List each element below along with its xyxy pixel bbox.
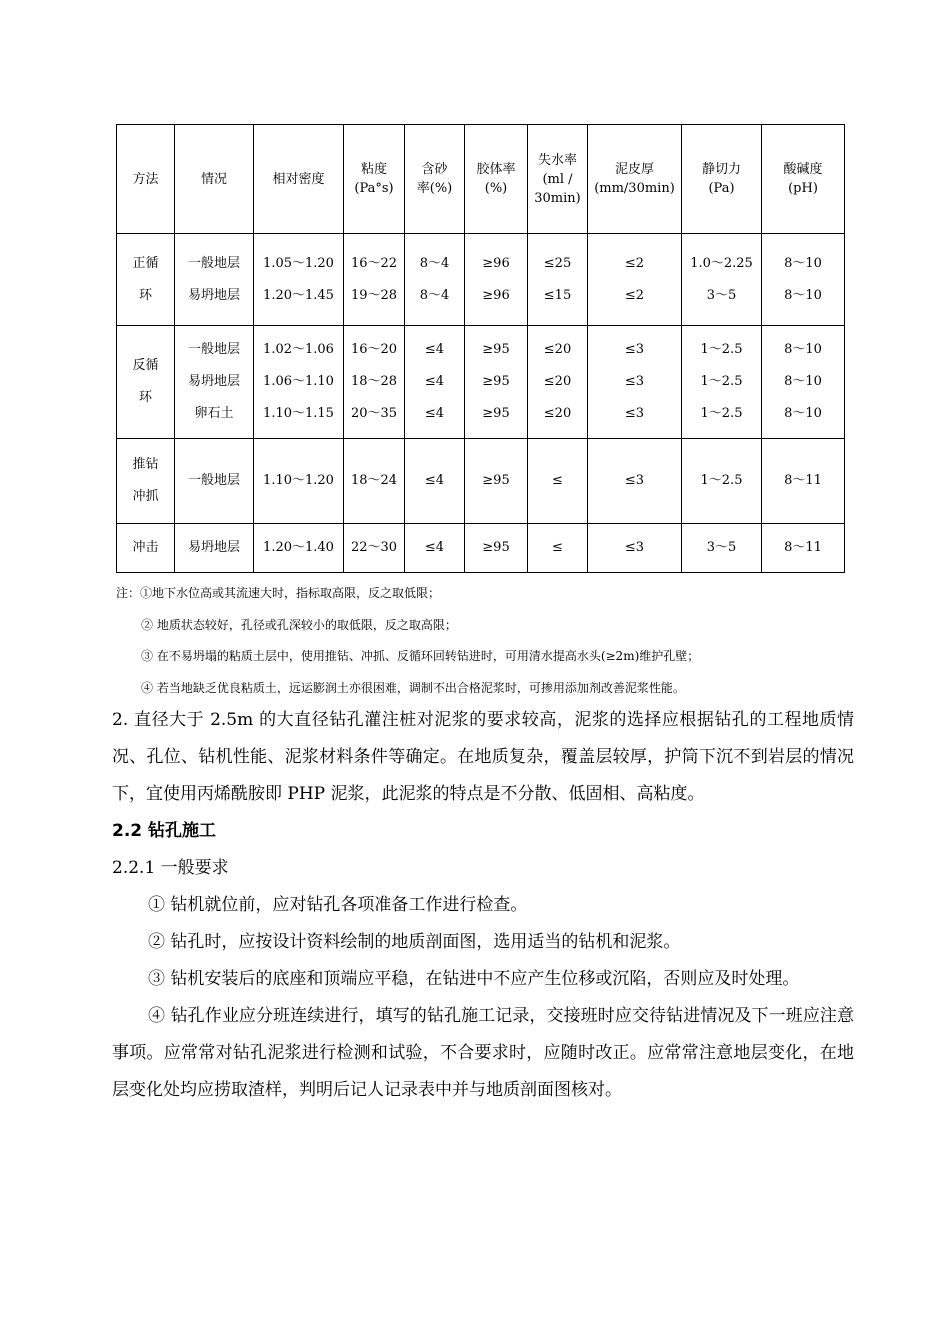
cell-line: ≤3 bbox=[624, 342, 645, 357]
column-header-line: 粘度 bbox=[360, 162, 387, 177]
table-row bbox=[117, 234, 845, 326]
table-cell bbox=[682, 326, 762, 439]
column-header-line: (%) bbox=[484, 181, 508, 196]
table-cell bbox=[254, 234, 344, 326]
cell-line: ≥95 bbox=[482, 540, 510, 555]
table-cell bbox=[254, 439, 344, 524]
table-row bbox=[117, 524, 845, 573]
method-cell bbox=[117, 439, 175, 524]
cell-line: ≤4 bbox=[424, 374, 445, 389]
cell-line: 一般地层 bbox=[187, 473, 240, 488]
cell-line: 18～24 bbox=[350, 473, 398, 488]
list-item: ③ 钻机安装后的底座和顶端应平稳，在钻进中不应产生位移或沉陷，否则应及时处理。 bbox=[148, 969, 800, 989]
cell-line: ≤3 bbox=[624, 540, 645, 555]
cell-line: ≤2 bbox=[624, 255, 645, 271]
cell-line: 一般地层 bbox=[187, 342, 240, 357]
column-header bbox=[344, 125, 405, 234]
table-cell bbox=[528, 439, 588, 524]
column-header bbox=[528, 125, 588, 234]
cell-line: ≥95 bbox=[482, 473, 510, 488]
table-cell bbox=[588, 524, 682, 573]
column-header bbox=[117, 125, 175, 234]
column-header-line: 率(%) bbox=[416, 181, 453, 196]
table-cell bbox=[762, 439, 845, 524]
table-cell bbox=[588, 439, 682, 524]
list-item: ④ 钻孔作业应分班连续进行，填写的钻孔施工记录，交接班时应交待钻进情况及下一班应注意事项。应常常对钻孔泥浆进行检测和试验，不合要求时，应随时改正。应常常注意地层变化，在地层变化处均应捞取渣样，判明后记人记录表中并与地质剖面图核对。 bbox=[112, 1006, 854, 1100]
cell-line: 16～22 bbox=[350, 255, 398, 271]
cell-line: 1.05～1.20 bbox=[263, 255, 334, 271]
column-header bbox=[175, 125, 254, 234]
cell-line: ≤20 bbox=[543, 374, 572, 389]
table-cell bbox=[762, 326, 845, 439]
column-header bbox=[762, 125, 845, 234]
cell-line: 一般地层 bbox=[187, 255, 240, 271]
cell-line: 卵石土 bbox=[194, 406, 234, 421]
table-cell bbox=[762, 234, 845, 326]
table-cell bbox=[344, 524, 405, 573]
method-line: 推钻 bbox=[132, 457, 159, 472]
table-cell bbox=[682, 234, 762, 326]
column-header bbox=[405, 125, 465, 234]
cell-line: 1.02～1.06 bbox=[263, 342, 334, 357]
table-cell bbox=[465, 524, 528, 573]
cell-line: ≤20 bbox=[543, 342, 572, 357]
cell-line: ≤3 bbox=[624, 374, 645, 389]
cell-line: ≤3 bbox=[624, 473, 645, 488]
cell-line: 20～35 bbox=[350, 406, 398, 421]
list-item: ② 钻孔时，应按设计资料绘制的地质剖面图，选用适当的钻机和泥浆。 bbox=[148, 932, 681, 952]
cell-line: 易坍地层 bbox=[187, 287, 240, 303]
cell-line: 19～28 bbox=[350, 287, 398, 303]
cell-line: 1.10～1.20 bbox=[263, 473, 334, 488]
cell-line: 1.20～1.45 bbox=[263, 287, 334, 303]
mud-performance-table bbox=[116, 124, 845, 573]
column-header-line: 胶体率 bbox=[476, 162, 516, 177]
note-4: ④ 若当地缺乏优良粘质土，远运膨润土亦很困难，调制不出合格泥浆时，可掺用添加剂改善泥浆性能。 bbox=[141, 680, 685, 695]
list-item: ① 钻机就位前，应对钻孔各项准备工作进行检查。 bbox=[148, 895, 528, 915]
cell-line: ≤4 bbox=[424, 406, 445, 421]
cell-line: 1.20～1.40 bbox=[263, 540, 334, 555]
cell-line: 易坍地层 bbox=[187, 374, 240, 389]
column-header bbox=[588, 125, 682, 234]
cell-line: 1～2.5 bbox=[700, 342, 743, 357]
column-header-line: 静切力 bbox=[701, 162, 741, 177]
cell-line: ≥95 bbox=[482, 374, 510, 389]
table-cell bbox=[682, 524, 762, 573]
note-2: ② 地质状态较好，孔径或孔深较小的取低限，反之取高限； bbox=[141, 617, 457, 632]
column-header bbox=[465, 125, 528, 234]
cell-line: ≥95 bbox=[482, 342, 510, 357]
table-cell bbox=[528, 234, 588, 326]
method-line: 冲击 bbox=[132, 540, 159, 555]
cell-line: ≥96 bbox=[482, 255, 510, 271]
column-header-line: 失水率 bbox=[537, 152, 577, 168]
table-row bbox=[117, 326, 845, 439]
table-cell bbox=[405, 234, 465, 326]
table-cell bbox=[254, 524, 344, 573]
table-cell bbox=[682, 439, 762, 524]
cell-line: 3～5 bbox=[706, 287, 737, 303]
cell-line: ≥96 bbox=[482, 287, 510, 303]
note-1: 注：①地下水位高或其流速大时，指标取高限，反之取低限； bbox=[116, 586, 441, 600]
cell-line: 8～10 bbox=[784, 287, 822, 303]
column-header-line: 情况 bbox=[200, 171, 227, 187]
table-header-row bbox=[117, 125, 845, 234]
table-cell bbox=[528, 326, 588, 439]
column-header bbox=[254, 125, 344, 234]
table-cell bbox=[175, 524, 254, 573]
method-line: 环 bbox=[138, 287, 152, 303]
cell-line: ≤4 bbox=[424, 342, 445, 357]
cell-line: 8～4 bbox=[419, 287, 450, 303]
cell-line: 8～4 bbox=[419, 255, 450, 271]
table-cell bbox=[528, 524, 588, 573]
table-cell bbox=[465, 326, 528, 439]
cell-line: 1～2.5 bbox=[700, 406, 743, 421]
table-row bbox=[117, 439, 845, 524]
table-cell bbox=[344, 439, 405, 524]
note-3: ③ 在不易坍塌的粘质土层中，使用推钻、冲抓、反循环回转钻进时，可用清水提高水头(≥2m)维护孔壁； bbox=[141, 649, 700, 663]
column-header-line: (mm/30min) bbox=[594, 181, 675, 196]
cell-line: 1.10～1.15 bbox=[263, 406, 334, 421]
table-cell bbox=[465, 439, 528, 524]
column-header bbox=[682, 125, 762, 234]
column-header-line: (Pa°s) bbox=[354, 181, 394, 196]
method-line: 冲抓 bbox=[132, 489, 159, 504]
table-cell bbox=[465, 234, 528, 326]
column-header-line: 方法 bbox=[132, 171, 159, 187]
column-header-line: 30min) bbox=[534, 190, 581, 206]
cell-line: ≤4 bbox=[424, 473, 445, 488]
table-notes bbox=[116, 578, 846, 704]
paragraph-2: 2. 直径大于 2.5m 的大直径钻孔灌注桩对泥浆的要求较高，泥浆的选择应根据钻孔的工程地质情况、孔位、钻机性能、泥浆材料条件等确定。在地质复杂，覆盖层较厚，护筒下沉不到岩层的情况下，宜使用丙烯酰胺即 PHP 泥浆，此泥浆的特点是不分散、低固相、高粘度。 bbox=[112, 710, 854, 804]
cell-line: ≤15 bbox=[543, 287, 572, 303]
cell-line: ≤ bbox=[552, 473, 563, 488]
cell-line: 8～10 bbox=[784, 406, 822, 421]
cell-line: ≤2 bbox=[624, 287, 645, 303]
cell-line: 1～2.5 bbox=[700, 473, 743, 488]
subsection-heading: 2.2.1 一般要求 bbox=[112, 858, 229, 878]
cell-line: ≤3 bbox=[624, 406, 645, 421]
column-header-line: (ml / bbox=[542, 171, 573, 187]
cell-line: 18～28 bbox=[350, 374, 398, 389]
table-cell bbox=[175, 439, 254, 524]
table-cell bbox=[588, 234, 682, 326]
table-cell bbox=[588, 326, 682, 439]
method-cell bbox=[117, 234, 175, 326]
cell-line: 8～10 bbox=[784, 374, 822, 389]
cell-line: 8～11 bbox=[784, 540, 822, 555]
table-cell bbox=[344, 326, 405, 439]
cell-line: 1.0～2.25 bbox=[690, 255, 753, 271]
column-header-line: 相对密度 bbox=[272, 171, 325, 187]
cell-line: 1.06～1.10 bbox=[263, 374, 334, 389]
table-cell bbox=[762, 524, 845, 573]
cell-line: ≥95 bbox=[482, 406, 510, 421]
cell-line: 8～10 bbox=[784, 342, 822, 357]
table-cell bbox=[405, 524, 465, 573]
cell-line: 易坍地层 bbox=[187, 540, 240, 555]
cell-line: 22～30 bbox=[350, 540, 398, 555]
column-header-line: 含砂 bbox=[421, 162, 448, 177]
cell-line: ≤20 bbox=[543, 406, 572, 421]
column-header-line: 泥皮厚 bbox=[614, 162, 654, 177]
method-line: 正循 bbox=[132, 255, 159, 271]
method-cell bbox=[117, 524, 175, 573]
method-line: 反循 bbox=[132, 358, 159, 373]
cell-line: 8～10 bbox=[784, 255, 822, 271]
cell-line: 1～2.5 bbox=[700, 374, 743, 389]
cell-line: 16～20 bbox=[350, 342, 398, 357]
cell-line: ≤ bbox=[552, 540, 563, 555]
table-cell bbox=[175, 234, 254, 326]
table-cell bbox=[405, 439, 465, 524]
section-heading: 2.2 钻孔施工 bbox=[112, 821, 217, 841]
table-cell bbox=[344, 234, 405, 326]
cell-line: 3～5 bbox=[706, 540, 737, 555]
column-header-line: (Pa) bbox=[708, 181, 735, 196]
method-line: 环 bbox=[138, 390, 152, 405]
column-header-line: 酸碱度 bbox=[783, 162, 823, 177]
method-cell bbox=[117, 326, 175, 439]
column-header-line: (pH) bbox=[788, 181, 818, 196]
table-cell bbox=[175, 326, 254, 439]
cell-line: ≤4 bbox=[424, 540, 445, 555]
cell-line: 8～11 bbox=[784, 473, 822, 488]
table-cell bbox=[405, 326, 465, 439]
table-cell bbox=[254, 326, 344, 439]
cell-line: ≤25 bbox=[543, 255, 572, 271]
body-text bbox=[112, 702, 854, 1109]
